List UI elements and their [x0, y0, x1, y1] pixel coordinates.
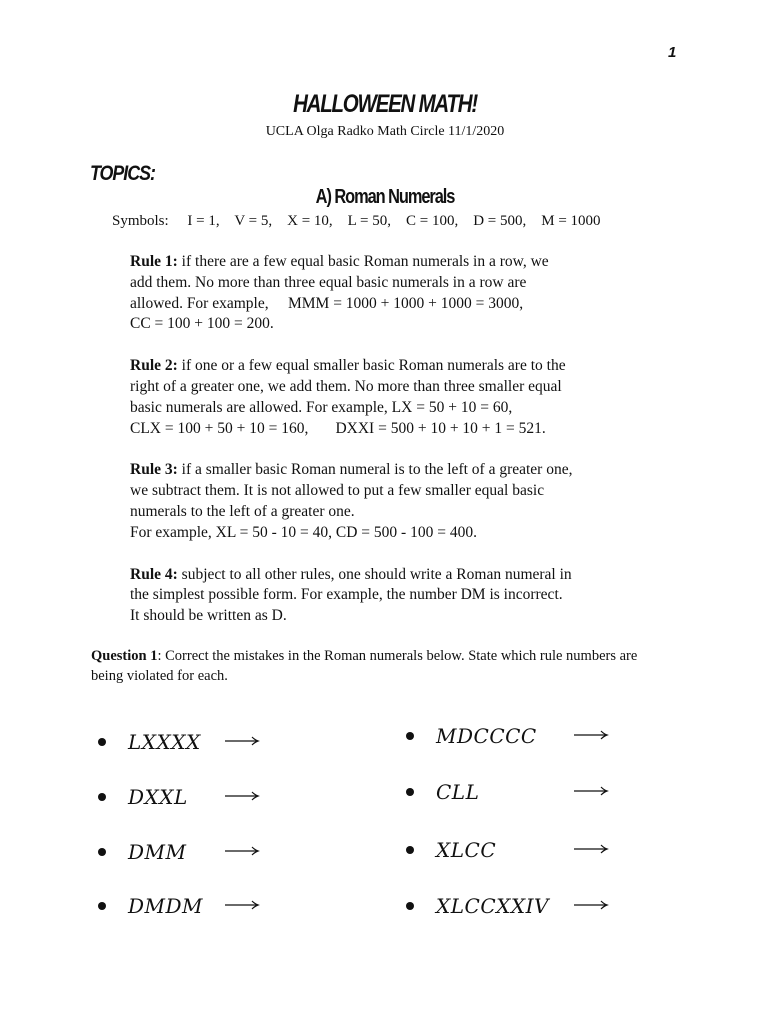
rule-label: Rule 1:: [130, 253, 178, 270]
question-label: Question 1: [91, 648, 158, 664]
rule-line: It should be written as D.: [130, 607, 287, 625]
bullet-icon: [98, 793, 106, 801]
exercise-item: [406, 777, 621, 807]
exercise-item: [98, 782, 298, 812]
rule-line: CLX = 100 + 50 + 10 = 160, DXXI = 500 + 10 + 10 + 1 = 521.: [130, 419, 546, 437]
exercise-item: [406, 721, 621, 751]
rule-label: Rule 3:: [130, 461, 178, 479]
rule-line: For example, XL = 50 - 10 = 40, CD = 500 - 100 = 400.: [130, 523, 477, 541]
long-right-arrow-icon: [573, 895, 609, 915]
bullet-icon: [406, 732, 414, 740]
question-text: : Correct the mistakes in the Roman numerals below. State which rule numbers are being violated for each.: [91, 648, 638, 684]
bullet-icon: [406, 846, 414, 854]
bullet-icon: [406, 788, 414, 796]
roman-numeral: DMM: [128, 840, 187, 864]
symbols-line: Symbols: I = 1, V = 5, X = 10, L = 50, C = 100, D = 500, M = 1000: [112, 213, 601, 229]
bullet-icon: [406, 902, 414, 910]
exercise-item: [98, 727, 298, 757]
rule-label: Rule 2:: [130, 357, 178, 375]
rule-line: basic numerals are allowed. For example, LX = 50 + 10 = 60,: [130, 398, 513, 416]
page-number: 1: [668, 44, 677, 61]
long-right-arrow-icon: [224, 786, 260, 806]
exercise-item: [98, 837, 298, 867]
roman-numeral: XLCCXXIV: [436, 894, 549, 918]
roman-numeral: XLCC: [436, 838, 497, 862]
long-right-arrow-icon: [224, 895, 260, 915]
rule-line: [130, 252, 650, 273]
bullet-icon: [98, 738, 106, 746]
long-right-arrow-icon: [224, 841, 260, 861]
topics-heading: TOPICS:: [90, 162, 155, 185]
exercise-item: [98, 891, 298, 921]
exercise-item: [406, 891, 621, 921]
rule-line: the simplest possible form. For example, the number DM is incorrect.: [130, 586, 563, 604]
exercise-item: [406, 835, 621, 865]
rule-line: CC = 100 + 100 = 200.: [130, 315, 274, 333]
rule-line: numerals to the left of a greater one.: [130, 502, 355, 520]
bullet-icon: [98, 848, 106, 856]
rule-line: [130, 460, 650, 481]
rules-list: [130, 252, 650, 648]
rule-1: [130, 252, 650, 335]
roman-numeral: LXXXX: [128, 730, 201, 754]
long-right-arrow-icon: [573, 839, 609, 859]
roman-numeral: DXXL: [128, 785, 188, 809]
rule-4: [130, 565, 650, 627]
rule-text: if one or a few equal smaller basic Roman numerals are to the: [177, 357, 566, 375]
section-heading: A) Roman Numerals: [315, 186, 455, 208]
rule-2: [130, 356, 650, 439]
rule-text: subject to all other rules, one should write a Roman numeral in: [177, 565, 572, 583]
rule-line: [130, 356, 650, 377]
rule-3: [130, 460, 650, 543]
bullet-icon: [98, 902, 106, 910]
long-right-arrow-icon: [573, 781, 609, 801]
long-right-arrow-icon: [224, 731, 260, 751]
rule-line: right of a greater one, we add them. No more than three smaller equal: [130, 377, 562, 395]
rule-line: add them. No more than three equal basic numerals in a row are: [130, 273, 527, 291]
rule-line: [130, 565, 650, 586]
long-right-arrow-icon: [573, 725, 609, 745]
document-subtitle: UCLA Olga Radko Math Circle 11/1/2020: [265, 124, 505, 139]
rule-label: Rule 4:: [130, 565, 178, 583]
rule-text: if a smaller basic Roman numeral is to the left of a greater one,: [177, 461, 573, 479]
rule-line: we subtract them. It is not allowed to put a few smaller equal basic: [130, 482, 545, 500]
roman-numeral: MDCCCC: [436, 724, 537, 748]
roman-numeral: CLL: [436, 780, 480, 804]
question-1: [91, 646, 651, 686]
document-title: HALLOWEEN MATH!: [293, 90, 477, 118]
rule-text: if there are a few equal basic Roman numerals in a row, we: [177, 253, 549, 270]
roman-numeral: DMDM: [128, 894, 204, 918]
rule-line: allowed. For example, MMM = 1000 + 1000 + 1000 = 3000,: [130, 294, 524, 312]
